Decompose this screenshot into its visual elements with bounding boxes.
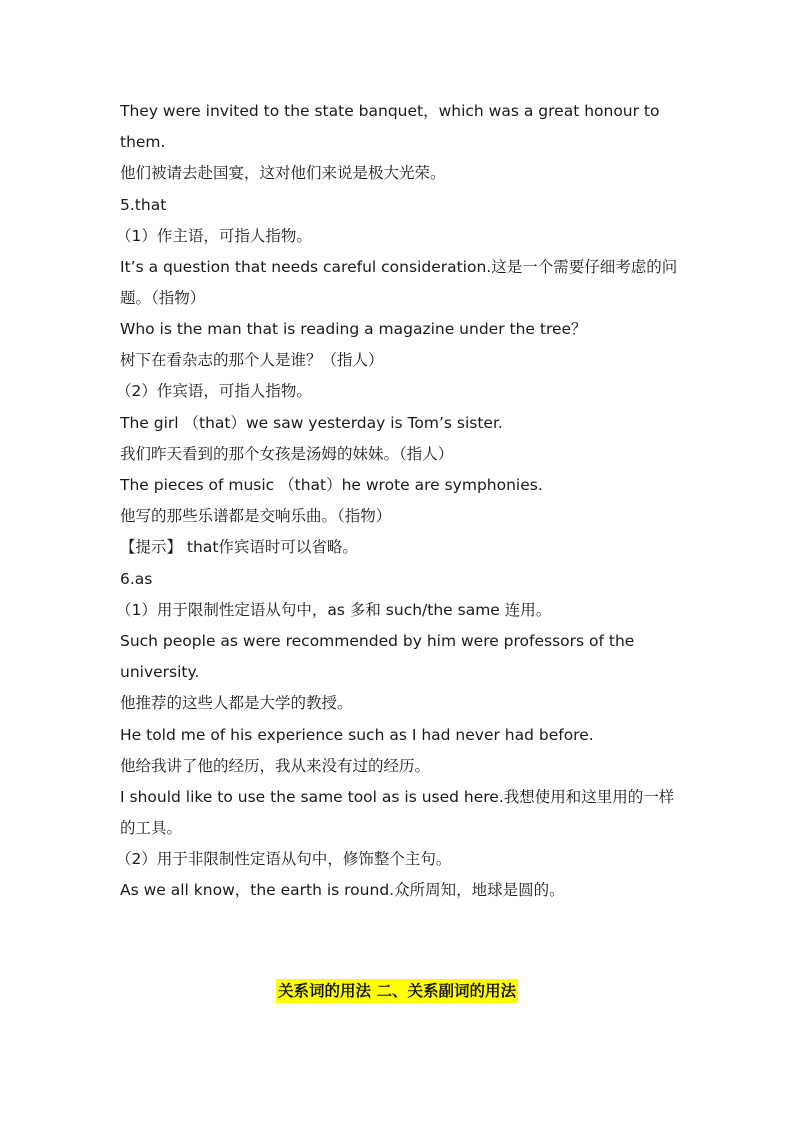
subsection-heading: （1）作主语，可指人指物。	[116, 227, 312, 245]
text-line: 的工具。	[120, 819, 183, 837]
text-line: 他给我讲了他的经历，我从来没有过的经历。	[120, 757, 431, 775]
text-line: The pieces of music （that）he wrote are symphonies.	[120, 476, 543, 494]
subsection-heading: （1）用于限制性定语从句中，as 多和 such/the same 连用。	[116, 601, 552, 619]
section-number: 5.that	[120, 196, 167, 214]
text-line: He told me of his experience such as I had never had before.	[120, 726, 594, 744]
text-line: them.	[120, 133, 166, 151]
text-line: 他们被请去赴国宴，这对他们来说是极大光荣。	[120, 164, 446, 182]
highlighted-heading-container	[0, 979, 794, 1003]
text-line: As we all know，the earth is round.众所周知，地球是圆的。	[120, 881, 565, 899]
tip-line: 【提示】 that作宾语时可以省略。	[120, 538, 358, 556]
text-line: The girl （that）we saw yesterday is Tom’s sister.	[120, 414, 503, 432]
text-line: university.	[120, 663, 200, 681]
text-line: 他写的那些乐谱都是交响乐曲。（指物）	[120, 507, 392, 525]
text-line: 题。（指物）	[120, 289, 206, 307]
text-line: Such people as were recommended by him were professors of the	[120, 632, 635, 650]
text-line: 他推荐的这些人都是大学的教授。	[120, 694, 353, 712]
highlighted-heading: 关系词的用法 二、关系副词的用法	[276, 979, 518, 1003]
text-line: 树下在看杂志的那个人是谁？（指人）	[120, 351, 384, 369]
section-number: 6.as	[120, 570, 153, 588]
text-line: They were invited to the state banquet，which was a great honour to	[120, 102, 660, 120]
text-line: I should like to use the same tool as is used here.我想使用和这里用的一样	[120, 788, 675, 806]
text-line: 我们昨天看到的那个女孩是汤姆的妹妹。（指人）	[120, 445, 454, 463]
text-line: Who is the man that is reading a magazine under the tree？	[120, 320, 587, 338]
subsection-heading: （2）用于非限制性定语从句中，修饰整个主句。	[116, 850, 452, 868]
subsection-heading: （2）作宾语，可指人指物。	[116, 382, 312, 400]
text-line: It’s a question that needs careful consideration.这是一个需要仔细考虑的问	[120, 258, 678, 276]
